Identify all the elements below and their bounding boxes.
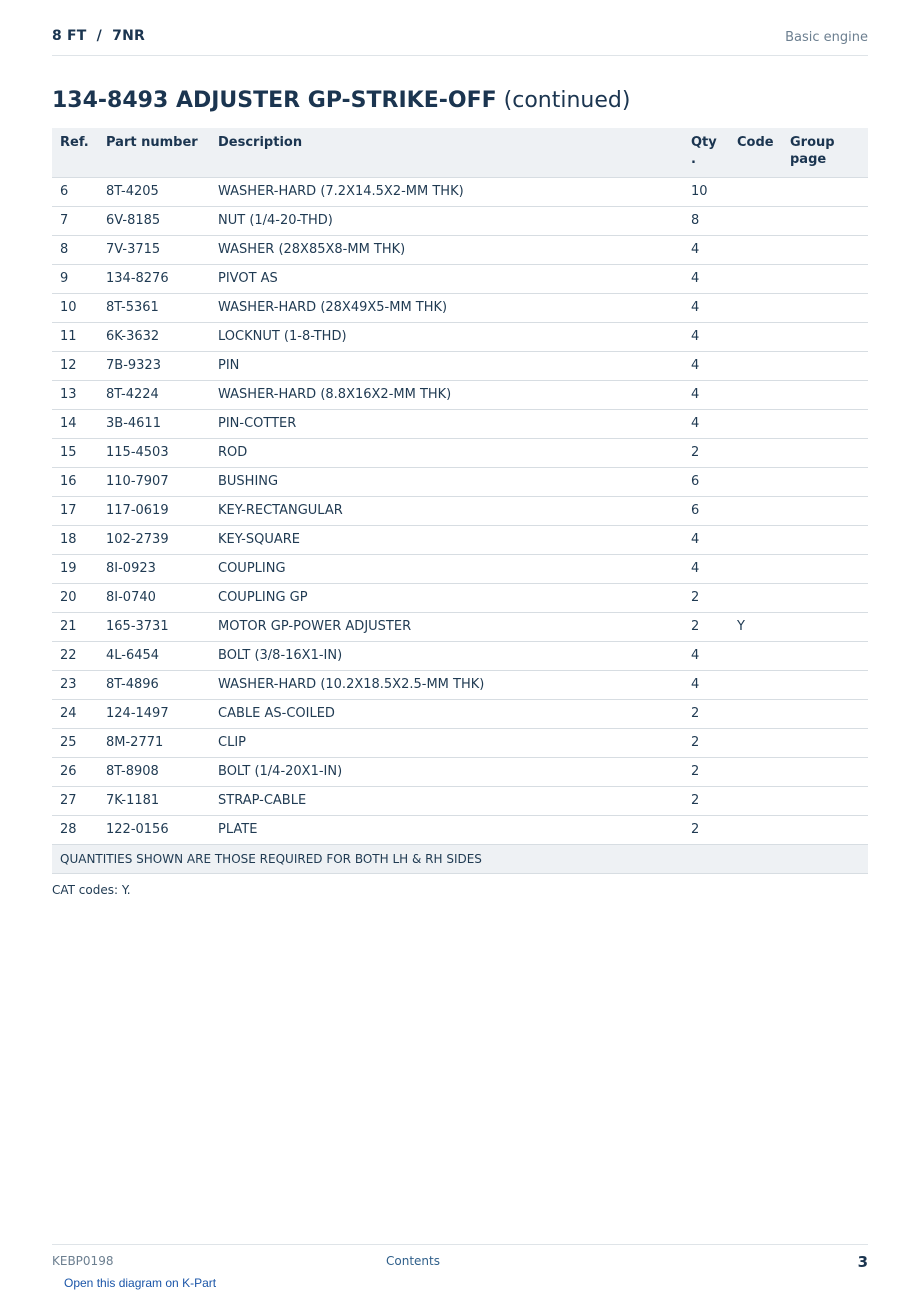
cell-group-page (782, 583, 868, 612)
cell-part-number: 8I-0923 (98, 554, 210, 583)
col-group-header (782, 128, 868, 177)
cell-ref: 25 (52, 728, 98, 757)
cell-qty: 4 (683, 554, 729, 583)
cell-part-number: 7K-1181 (98, 786, 210, 815)
table-row (52, 206, 868, 235)
cell-ref: 12 (52, 351, 98, 380)
table-row (52, 264, 868, 293)
cell-part-number: 4L-6454 (98, 641, 210, 670)
cell-qty: 4 (683, 525, 729, 554)
cell-ref: 26 (52, 757, 98, 786)
cat-codes: CAT codes: Y. (52, 883, 131, 897)
cell-qty: 2 (683, 728, 729, 757)
cell-ref: 10 (52, 293, 98, 322)
title-suffix: (continued) (503, 88, 631, 113)
cell-description: CABLE AS-COILED (210, 699, 683, 728)
col-desc-header (210, 128, 683, 177)
table-note: QUANTITIES SHOWN ARE THOSE REQUIRED FOR BOTH LH & RH SIDES (52, 844, 868, 873)
cell-qty: 6 (683, 467, 729, 496)
table-row (52, 728, 868, 757)
cell-description: MOTOR GP-POWER ADJUSTER (210, 612, 683, 641)
col-group-label: Group page (790, 135, 835, 167)
cell-code (729, 235, 782, 264)
cell-code (729, 699, 782, 728)
cell-code (729, 728, 782, 757)
cell-code (729, 554, 782, 583)
cell-ref: 28 (52, 815, 98, 844)
cell-qty: 4 (683, 670, 729, 699)
cell-ref: 7 (52, 206, 98, 235)
cell-group-page (782, 815, 868, 844)
cell-part-number: 134-8276 (98, 264, 210, 293)
cell-ref: 17 (52, 496, 98, 525)
page-footer (52, 1244, 868, 1274)
cell-part-number: 6V-8185 (98, 206, 210, 235)
cell-ref: 11 (52, 322, 98, 351)
cell-group-page (782, 786, 868, 815)
parts-table-body (52, 177, 868, 873)
table-row (52, 177, 868, 206)
cell-code (729, 815, 782, 844)
cell-group-page (782, 757, 868, 786)
cell-ref: 23 (52, 670, 98, 699)
cell-group-page (782, 235, 868, 264)
kpart-diagram-link[interactable]: Open this diagram on K-Part (64, 1276, 217, 1290)
cell-description: WASHER-HARD (28X49X5-MM THK) (210, 293, 683, 322)
cell-qty: 2 (683, 438, 729, 467)
cell-group-page (782, 554, 868, 583)
cell-group-page (782, 380, 868, 409)
cell-group-page (782, 641, 868, 670)
page-header (52, 28, 868, 56)
cell-description: STRAP-CABLE (210, 786, 683, 815)
cell-part-number: 6K-3632 (98, 322, 210, 351)
cell-ref: 21 (52, 612, 98, 641)
cell-description: LOCKNUT (1-8-THD) (210, 322, 683, 351)
cell-part-number: 8T-4896 (98, 670, 210, 699)
cell-qty: 2 (683, 815, 729, 844)
cell-description: KEY-SQUARE (210, 525, 683, 554)
cell-code (729, 583, 782, 612)
cell-code (729, 757, 782, 786)
table-row (52, 235, 868, 264)
contents-link[interactable]: Contents (386, 1254, 440, 1268)
cell-ref: 24 (52, 699, 98, 728)
table-row (52, 380, 868, 409)
cell-group-page (782, 612, 868, 641)
section-label: Basic engine (785, 30, 868, 45)
col-ref-header (52, 128, 98, 177)
cell-part-number: 7V-3715 (98, 235, 210, 264)
cell-ref: 6 (52, 177, 98, 206)
cell-ref: 18 (52, 525, 98, 554)
cell-part-number: 124-1497 (98, 699, 210, 728)
table-row (52, 409, 868, 438)
cell-description: BOLT (3/8-16X1-IN) (210, 641, 683, 670)
col-part-label: Part number (106, 135, 198, 150)
document-id: KEBP0198 (52, 1254, 114, 1268)
cell-ref: 22 (52, 641, 98, 670)
cell-description: PIN-COTTER (210, 409, 683, 438)
cell-qty: 6 (683, 496, 729, 525)
cell-group-page (782, 525, 868, 554)
cell-ref: 14 (52, 409, 98, 438)
cell-code (729, 496, 782, 525)
cell-qty: 4 (683, 351, 729, 380)
table-row (52, 293, 868, 322)
cell-part-number: 8T-4224 (98, 380, 210, 409)
cell-code (729, 409, 782, 438)
cell-part-number: 3B-4611 (98, 409, 210, 438)
cell-description: ROD (210, 438, 683, 467)
cell-code (729, 177, 782, 206)
cell-qty: 4 (683, 409, 729, 438)
cell-description: COUPLING GP (210, 583, 683, 612)
cell-group-page (782, 322, 868, 351)
cell-description: COUPLING (210, 554, 683, 583)
table-row (52, 670, 868, 699)
cell-part-number: 165-3731 (98, 612, 210, 641)
cell-description: BUSHING (210, 467, 683, 496)
cell-description: BOLT (1/4-20X1-IN) (210, 757, 683, 786)
table-note-row (52, 844, 868, 873)
cell-group-page (782, 699, 868, 728)
table-row (52, 786, 868, 815)
cell-ref: 19 (52, 554, 98, 583)
cell-code (729, 670, 782, 699)
table-row (52, 438, 868, 467)
cell-qty: 2 (683, 583, 729, 612)
cell-group-page (782, 670, 868, 699)
cell-part-number: 8I-0740 (98, 583, 210, 612)
col-part-header (98, 128, 210, 177)
cell-description: PIVOT AS (210, 264, 683, 293)
cell-code (729, 322, 782, 351)
page-title (52, 88, 630, 113)
cell-part-number: 8M-2771 (98, 728, 210, 757)
cell-group-page (782, 351, 868, 380)
cell-qty: 2 (683, 786, 729, 815)
cell-qty: 4 (683, 293, 729, 322)
cell-qty: 2 (683, 612, 729, 641)
table-row (52, 641, 868, 670)
cell-ref: 15 (52, 438, 98, 467)
cell-description: WASHER-HARD (10.2X18.5X2.5-MM THK) (210, 670, 683, 699)
cell-code (729, 467, 782, 496)
cell-qty: 4 (683, 322, 729, 351)
cell-group-page (782, 409, 868, 438)
cell-ref: 27 (52, 786, 98, 815)
table-row (52, 757, 868, 786)
cell-qty: 4 (683, 641, 729, 670)
cell-code: Y (729, 612, 782, 641)
cell-group-page (782, 438, 868, 467)
cell-part-number: 102-2739 (98, 525, 210, 554)
cell-code (729, 293, 782, 322)
cell-description: WASHER-HARD (8.8X16X2-MM THK) (210, 380, 683, 409)
cell-part-number: 8T-4205 (98, 177, 210, 206)
col-qty-label: Qty . (691, 135, 717, 167)
cell-description: PLATE (210, 815, 683, 844)
cell-qty: 2 (683, 757, 729, 786)
col-code-label: Code (737, 135, 774, 150)
cell-part-number: 7B-9323 (98, 351, 210, 380)
cell-group-page (782, 293, 868, 322)
cell-code (729, 206, 782, 235)
cell-qty: 10 (683, 177, 729, 206)
table-header-row (52, 128, 868, 177)
cell-code (729, 525, 782, 554)
model-label: 8 FT / 7NR (52, 28, 145, 44)
table-row (52, 351, 868, 380)
cell-group-page (782, 496, 868, 525)
cell-part-number: 8T-5361 (98, 293, 210, 322)
cell-description: NUT (1/4-20-THD) (210, 206, 683, 235)
cell-code (729, 438, 782, 467)
cell-code (729, 380, 782, 409)
parts-table (52, 128, 868, 874)
table-row (52, 322, 868, 351)
col-desc-label: Description (218, 135, 303, 150)
cell-description: WASHER (28X85X8-MM THK) (210, 235, 683, 264)
cell-group-page (782, 264, 868, 293)
cell-ref: 8 (52, 235, 98, 264)
cell-part-number: 110-7907 (98, 467, 210, 496)
cell-ref: 20 (52, 583, 98, 612)
table-row (52, 496, 868, 525)
cell-description: CLIP (210, 728, 683, 757)
col-ref-label: Ref. (60, 135, 89, 150)
table-row (52, 554, 868, 583)
cell-code (729, 351, 782, 380)
table-row (52, 525, 868, 554)
table-row (52, 815, 868, 844)
cell-group-page (782, 177, 868, 206)
cell-ref: 13 (52, 380, 98, 409)
table-row (52, 612, 868, 641)
cell-group-page (782, 467, 868, 496)
page-number: 3 (857, 1253, 868, 1271)
cell-description: WASHER-HARD (7.2X14.5X2-MM THK) (210, 177, 683, 206)
cell-ref: 16 (52, 467, 98, 496)
cell-part-number: 115-4503 (98, 438, 210, 467)
cell-part-number: 8T-8908 (98, 757, 210, 786)
table-row (52, 467, 868, 496)
cell-description: KEY-RECTANGULAR (210, 496, 683, 525)
cell-part-number: 122-0156 (98, 815, 210, 844)
table-row (52, 699, 868, 728)
cell-description: PIN (210, 351, 683, 380)
title-main: 134-8493 ADJUSTER GP-STRIKE-OFF (52, 88, 497, 113)
cell-code (729, 641, 782, 670)
cell-code (729, 786, 782, 815)
cell-part-number: 117-0619 (98, 496, 210, 525)
col-code-header (729, 128, 782, 177)
cell-qty: 4 (683, 235, 729, 264)
cell-qty: 4 (683, 380, 729, 409)
table-row (52, 583, 868, 612)
cell-qty: 4 (683, 264, 729, 293)
cell-code (729, 264, 782, 293)
cell-group-page (782, 728, 868, 757)
col-qty-header (683, 128, 729, 177)
cell-ref: 9 (52, 264, 98, 293)
cell-qty: 8 (683, 206, 729, 235)
cell-group-page (782, 206, 868, 235)
cell-qty: 2 (683, 699, 729, 728)
